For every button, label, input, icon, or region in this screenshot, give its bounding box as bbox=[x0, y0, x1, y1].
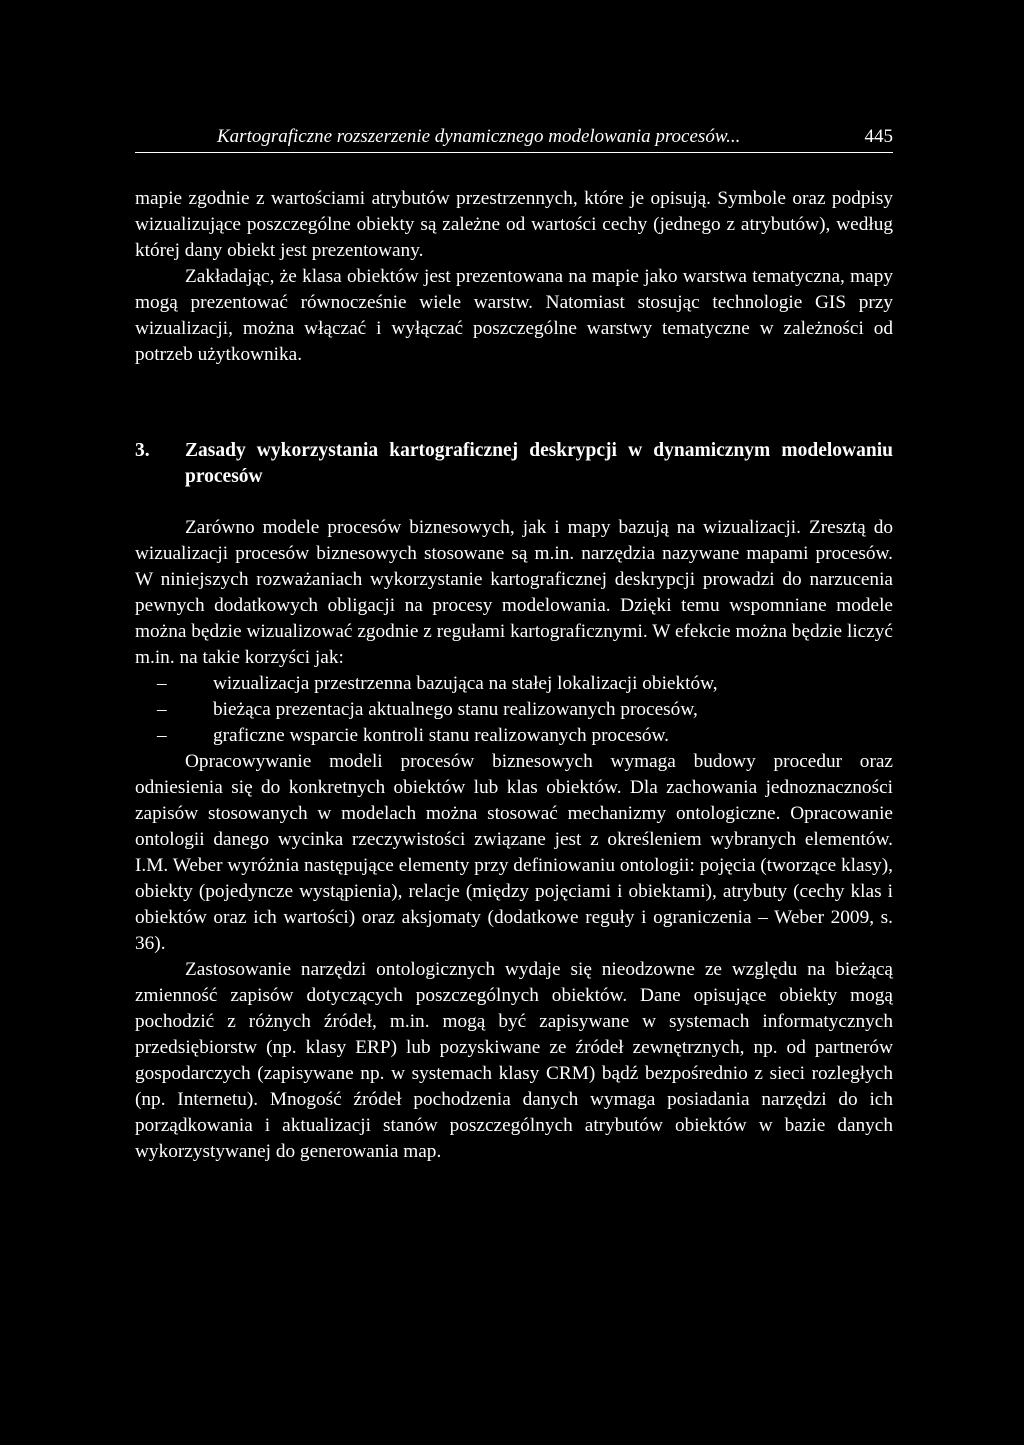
intro-block bbox=[135, 186, 893, 368]
section-heading bbox=[135, 438, 893, 490]
section-title: Zasady wykorzystania kartograficznej deskrypcji w dynamicznym modelowaniu procesów bbox=[185, 440, 893, 487]
list-item bbox=[135, 723, 893, 749]
list-item bbox=[135, 697, 893, 723]
dash-bullet-icon: – bbox=[157, 725, 167, 746]
list-item-text: wizualizacja przestrzenna bazująca na stałej lokalizacji obiektów, bbox=[213, 673, 718, 694]
dash-bullet-icon: – bbox=[157, 699, 167, 720]
page-number: 445 bbox=[864, 126, 893, 147]
body-paragraph: Opracowywanie modeli procesów biznesowych wymaga budowy procedur oraz odniesienia się do konkretnych obiektów lub klas obiektów. Dla zachowania jednoznaczności zapisów stosowanych w modelach można stosować mechanizmy ontologiczne. Opracowanie ontologii danego wycinka rzeczywistości związane jest z określeniem wybranych elementów. I.M. Weber wyróżnia następujące elementy przy definiowaniu ontologii: pojęcia (tworzące klasy), obiekty (pojedyncze wystąpienia), relacje (między pojęciami i obiektami), atrybuty (cechy klas i obiektów oraz ich wartości) oraz aksjomaty (dodatkowe reguły i ograniczenia – Weber 2009, s. 36). bbox=[135, 751, 893, 954]
running-header bbox=[135, 124, 893, 153]
section-number: 3. bbox=[135, 440, 150, 461]
list-item-text: graficzne wsparcie kontroli stanu realizowanych procesów. bbox=[213, 725, 669, 746]
body-paragraph: Zastosowanie narzędzi ontologicznych wydaje się nieodzowne ze względu na bieżącą zmienność zapisów dotyczących poszczególnych obiektów. Dane opisujące obiekty mogą pochodzić z różnych źródeł, m.in. mogą być zapisywane w systemach informatycznych przedsiębiorstw (np. klasy ERP) lub pozyskiwane ze źródeł zewnętrznych, np. od partnerów gospodarczych (zapisywane np. w systemach klasy CRM) bądź bezpośrednio z sieci rozległych (np. Internetu). Mnogość źródeł pochodzenia danych wymaga posiadania narzędzi do ich porządkowania i aktualizacji stanów poszczególnych atrybutów obiektów w bazie danych wykorzystywanej do generowania map. bbox=[135, 959, 893, 1162]
intro-paragraph: Zakładając, że klasa obiektów jest prezentowana na mapie jako warstwa tematyczna, mapy mogą prezentować równocześnie wiele warstw. Natomiast stosując technologie GIS przy wizualizacji, można włączać i wyłączać poszczególne warstwy tematyczne w zależności od potrzeb użytkownika. bbox=[135, 266, 893, 365]
body-paragraph: Zarówno modele procesów biznesowych, jak i mapy bazują na wizualizacji. Zresztą do wizualizacji procesów biznesowych stosowane są m.in. narzędzia nazywane mapami procesów. W niniejszych rozważaniach wykorzystanie kartograficznej deskrypcji prowadzi do narzucenia pewnych dodatkowych obligacji na procesy modelowania. Dzięki temu wspomniane modele można będzie wizualizować zgodnie z regułami kartograficznymi. W efekcie można będzie liczyć m.in. na takie korzyści jak: bbox=[135, 517, 893, 668]
intro-paragraph: mapie zgodnie z wartościami atrybutów przestrzennych, które je opisują. Symbole oraz podpisy wizualizujące poszczególne obiekty są zależne od wartości cechy (jednego z atrybutów), według której dany obiekt jest prezentowany. bbox=[135, 188, 893, 261]
list-item bbox=[135, 671, 893, 697]
list-item-text: bieżąca prezentacja aktualnego stanu realizowanych procesów, bbox=[213, 699, 698, 720]
running-title: Kartograficzne rozszerzenie dynamicznego modelowania procesów... bbox=[217, 126, 741, 147]
section-body bbox=[135, 515, 893, 1165]
dash-bullet-icon: – bbox=[157, 673, 167, 694]
document-page bbox=[135, 0, 893, 1445]
benefits-list bbox=[135, 671, 893, 749]
